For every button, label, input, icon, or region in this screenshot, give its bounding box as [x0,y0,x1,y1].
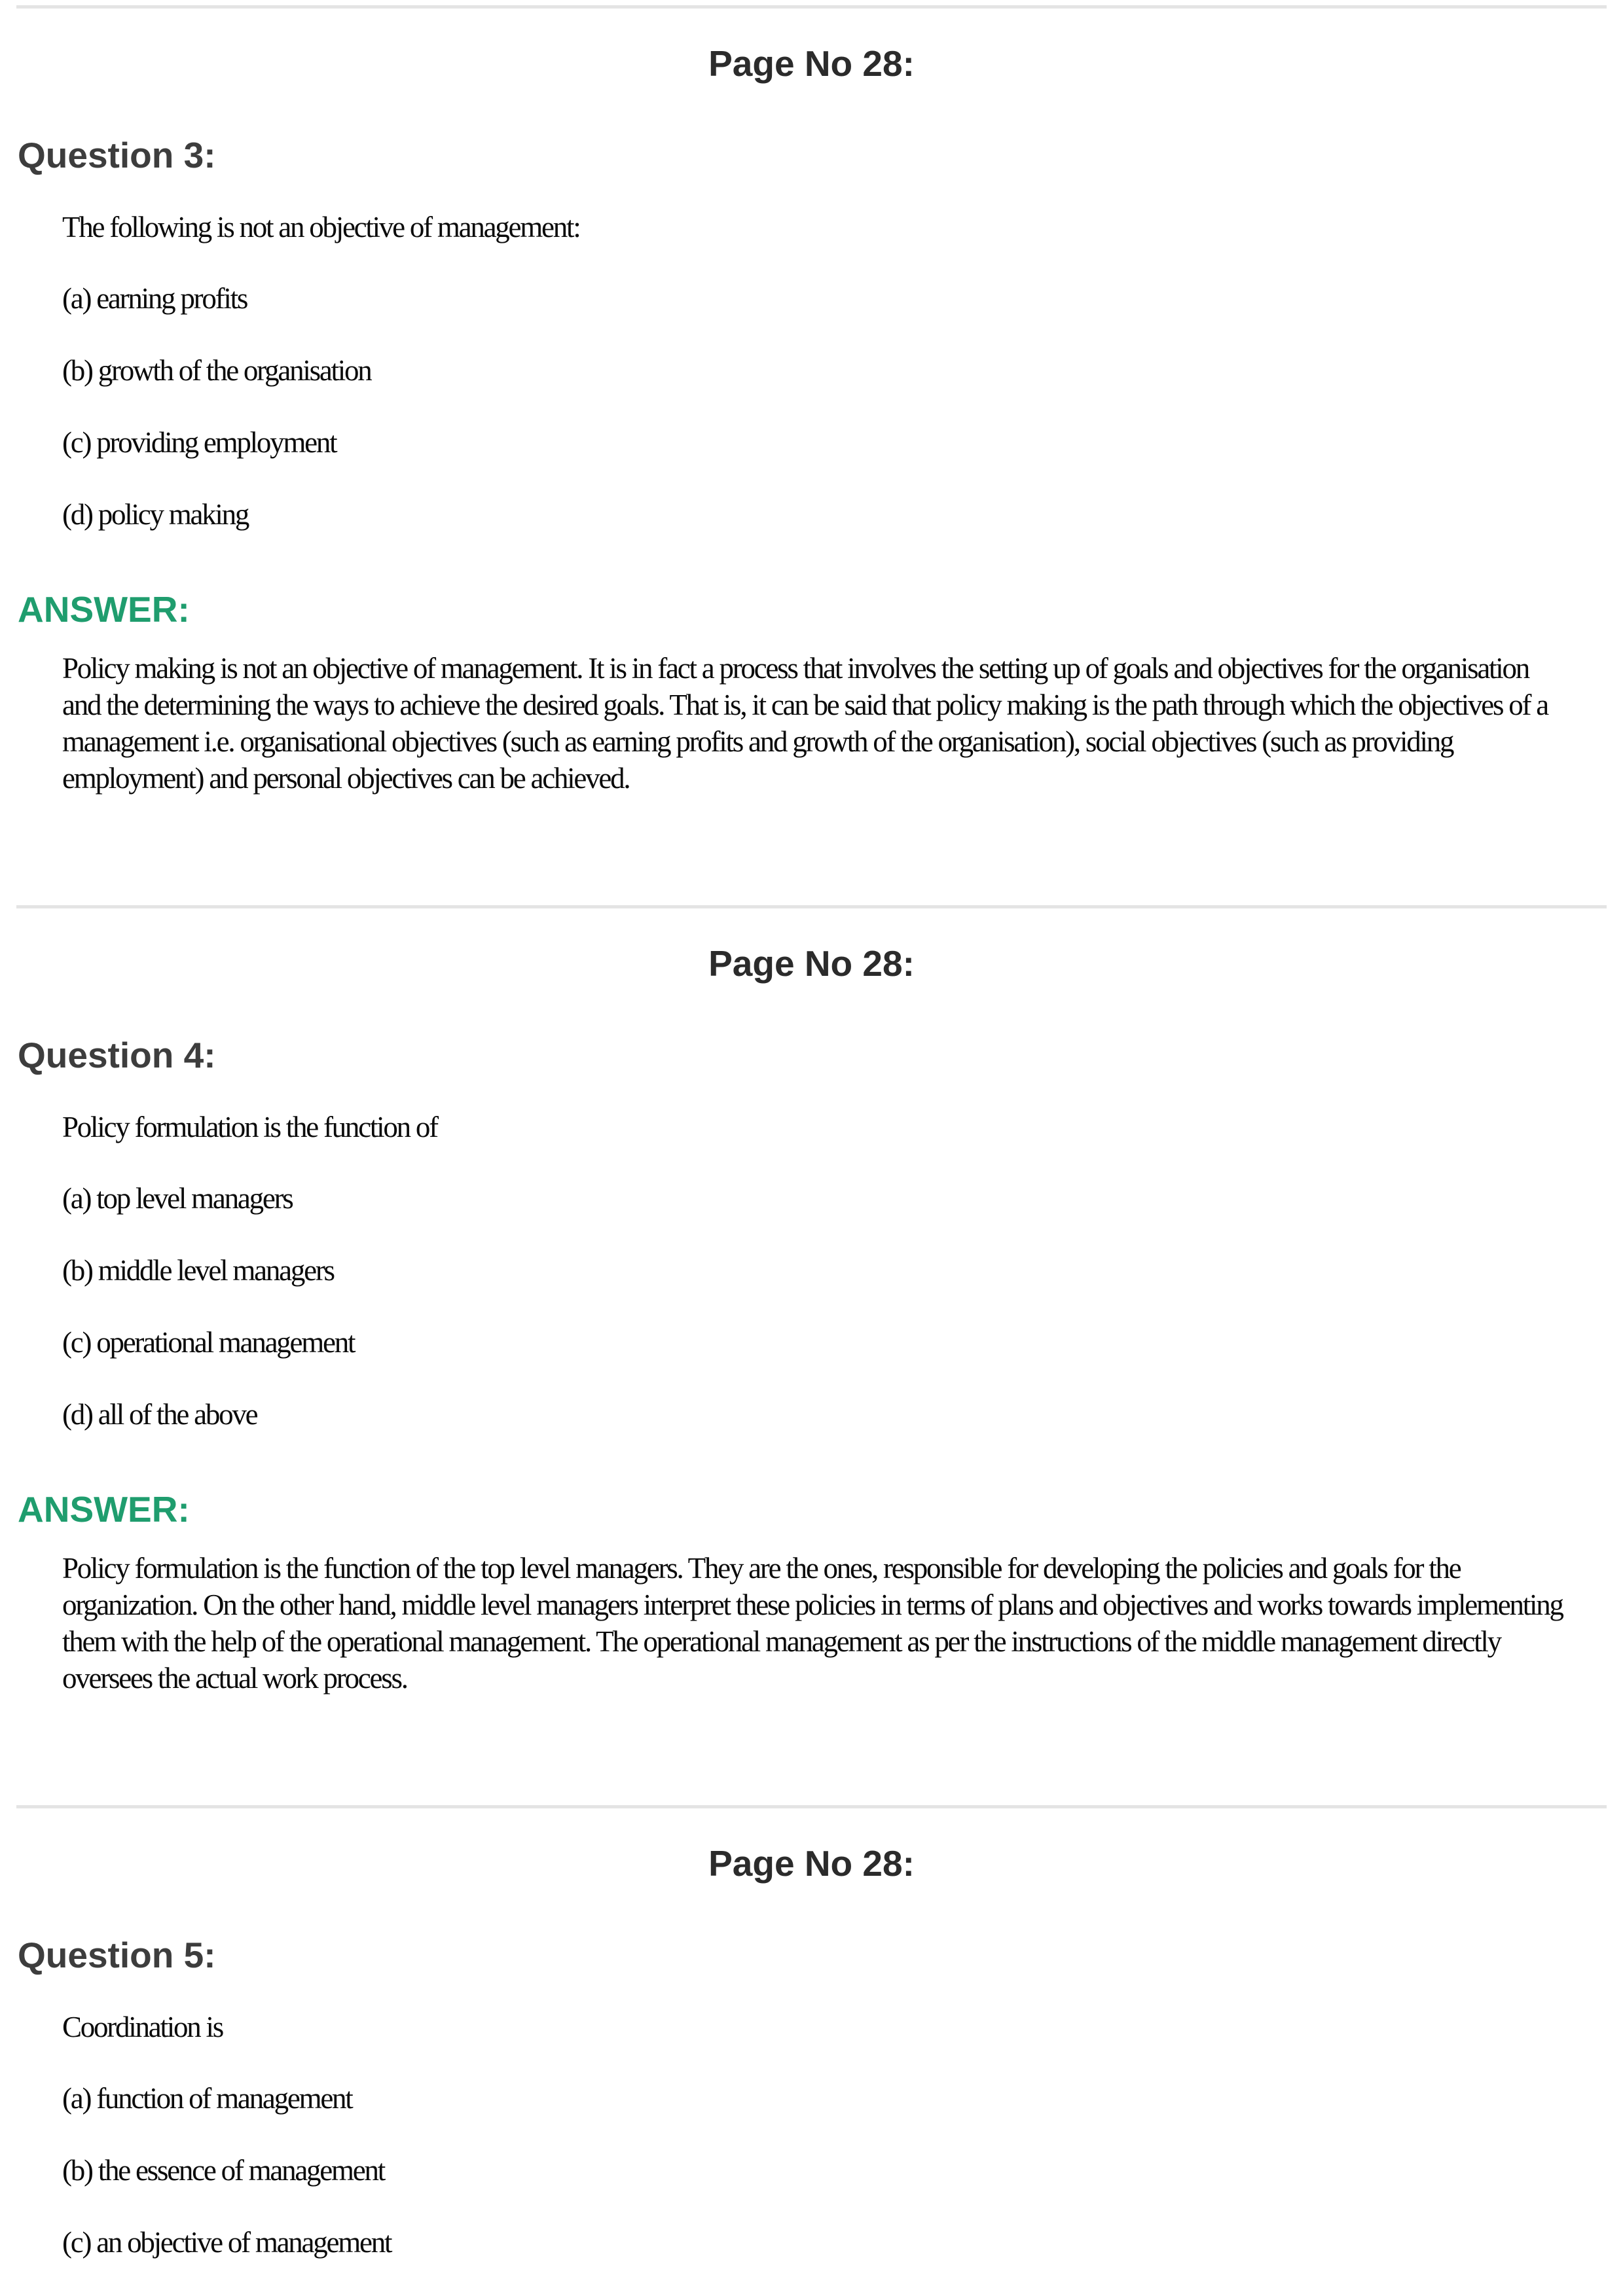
answer-heading: ANSWER: [18,589,190,630]
answer-option-c: (c) an objective of management [62,2226,392,2259]
answer-text: Policy making is not an objective of management. It is in fact a process that involves the setting up of goals and objectives for the organisation and the determining the ways to achieve the desired goals. That is, it can be said that policy making is the path through which the objectives of a management i.e. organisational objectives (such as earning profits and growth of the organisation), social objectives (such as providing employment) and personal objectives can be achieved. [62,652,1548,795]
answer-option-b: (b) growth of the organisation [62,354,371,387]
question-text: Coordination is [62,2011,223,2043]
page-number-heading: Page No 28: [708,943,915,984]
section-divider [16,1805,1607,1808]
question-text: The following is not an objective of management: [62,211,580,243]
page-number-heading: Page No 28: [708,43,915,84]
answer-option-b: (b) middle level managers [62,1254,334,1287]
question-text: Policy formulation is the function of [62,1111,437,1143]
answer-text: Policy formulation is the function of the top level managers. They are the ones, responsible for developing the policies and goals for the organization. On the other hand, middle level managers interpret these policies in terms of plans and objectives and works towards implementing them with the help of the operational management. The operational management as per the instructions of the middle management directly oversees the actual work process. [62,1552,1563,1695]
answer-option-d: (d) all of the above [62,1398,257,1431]
qa-section-question-4 [0,905,1623,1805]
answer-heading: ANSWER: [18,1489,190,1530]
section-divider [16,905,1607,908]
answer-option-b: (b) the essence of management [62,2154,384,2187]
answer-option-a: (a) earning profits [62,282,247,315]
answer-option-c: (c) operational management [62,1326,355,1359]
question-heading: Question 4: [18,1035,216,1075]
answer-option-d: (d) policy making [62,498,249,531]
answer-option-a: (a) top level managers [62,1182,293,1215]
answer-option-a: (a) function of management [62,2082,352,2115]
qa-section-question-5 [0,1805,1623,2296]
qa-section-question-3 [0,5,1623,905]
page-number-heading: Page No 28: [708,1843,915,1884]
question-heading: Question 3: [18,135,216,175]
question-heading: Question 5: [18,1935,216,1975]
answer-option-c: (c) providing employment [62,426,337,459]
section-divider [16,5,1607,9]
